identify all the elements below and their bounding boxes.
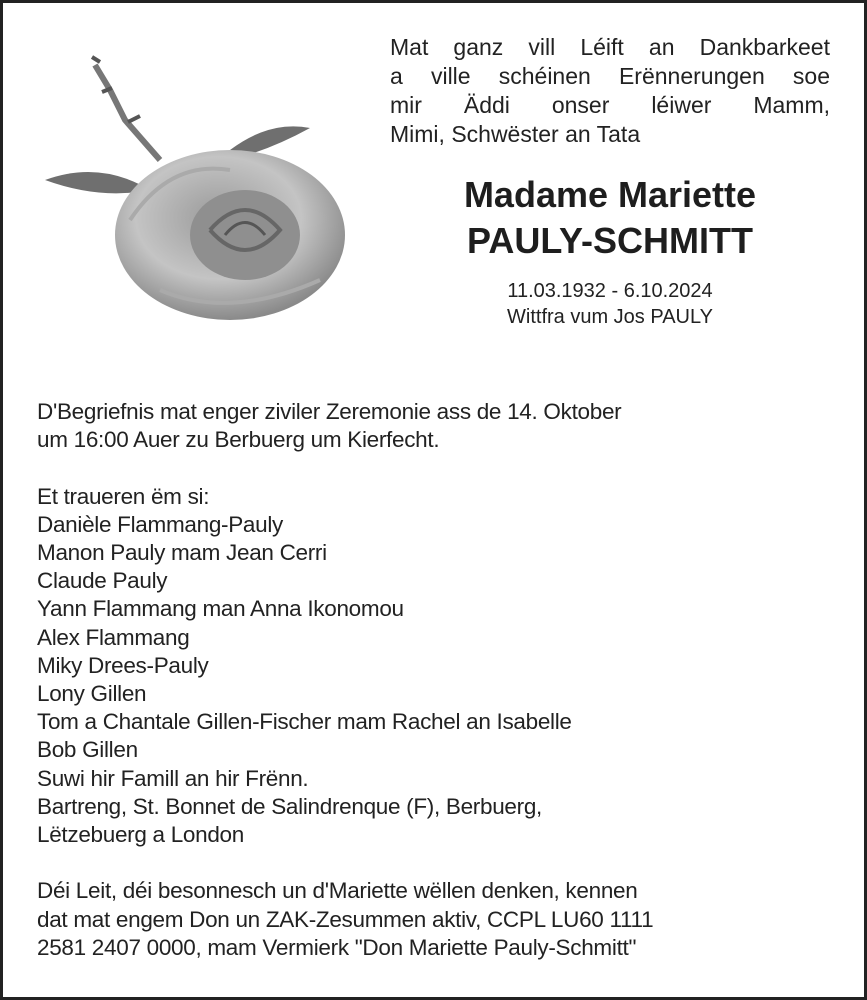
intro-line: Mat ganz vill Léift an Dankbarkeet <box>390 34 830 60</box>
life-dates: 11.03.1932 - 6.10.2024 <box>507 280 713 302</box>
donation-line: Déi Leit, déi besonnesch un d'Mariette wëllen denken, kennen <box>37 878 638 904</box>
intro-text <box>390 33 830 149</box>
intro-line: a ville schéinen Erënnerungen soe <box>390 63 830 89</box>
mourner: Suwi hir Famill an hir Frënn. <box>37 765 309 791</box>
mourner: Claude Pauly <box>37 568 168 594</box>
mourner: Alex Flammang <box>37 624 190 650</box>
mourner: Tom a Chantale Gillen-Fischer mam Rachel an Isabelle <box>37 709 572 735</box>
mourner: Bob Gillen <box>37 737 138 763</box>
life-dates-block <box>390 278 830 330</box>
widow-of: Wittfra vum Jos PAULY <box>507 306 713 328</box>
mourners-heading: Et traueren ëm si: <box>37 483 210 509</box>
rose-image <box>40 50 360 330</box>
donation-line: dat mat engem Don un ZAK-Zesummen aktiv, CCPL LU60 1111 <box>37 906 654 932</box>
deceased-name <box>390 172 830 264</box>
donation-line: 2581 2407 0000, mam Vermierk "Don Mariette Pauly-Schmitt" <box>37 934 637 960</box>
mourner: Lony Gillen <box>37 681 147 707</box>
intro-line: Mimi, Schwëster an Tata <box>390 121 641 147</box>
places-line: Bartreng, St. Bonnet de Salindrenque (F), Berbuerg, <box>37 793 543 819</box>
mourner: Yann Flammang man Anna Ikonomou <box>37 596 404 622</box>
places-line: Lëtzebuerg a London <box>37 822 244 848</box>
mourner: Miky Drees-Pauly <box>37 652 209 678</box>
mourner: Manon Pauly mam Jean Cerri <box>37 540 327 565</box>
notice-body <box>37 398 653 962</box>
mourner: Danièle Flammang-Pauly <box>37 511 284 537</box>
name-line-2: PAULY-SCHMITT <box>466 220 753 261</box>
intro-line: mir Äddi onser léiwer Mamm, <box>390 92 830 118</box>
funeral-line: um 16:00 Auer zu Berbuerg um Kierfecht. <box>37 427 440 453</box>
funeral-line: D'Begriefnis mat enger ziviler Zeremonie ass de 14. Oktober <box>37 399 622 424</box>
name-line-1: Madame Mariette <box>463 174 757 215</box>
